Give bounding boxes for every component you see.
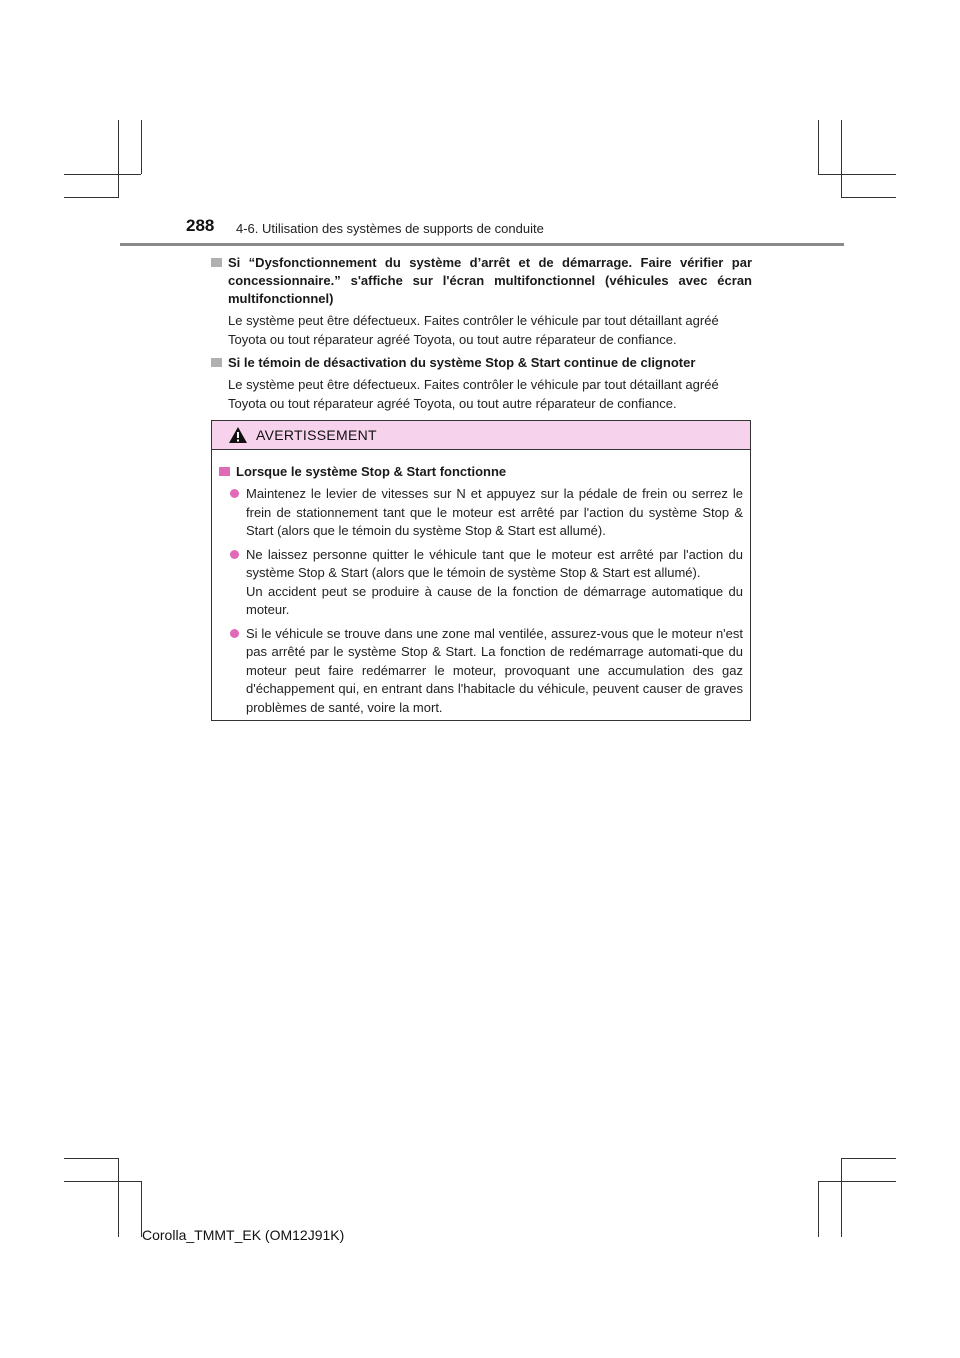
crop-mark <box>841 120 842 198</box>
warning-title: AVERTISSEMENT <box>256 427 377 443</box>
crop-mark <box>64 174 141 175</box>
crop-mark <box>841 1158 842 1237</box>
square-bullet-icon <box>211 358 222 367</box>
entry <box>211 254 752 349</box>
crop-mark <box>841 1158 896 1159</box>
warning-triangle-icon <box>228 426 248 444</box>
entry <box>211 354 752 413</box>
warning-content <box>212 450 750 717</box>
crop-mark <box>64 197 118 198</box>
warning-bullet: Maintenez le levier de vitesses sur N et appuyez sur la pédale de frein ou serrez le frein de stationnement tant que le moteur est arrêté par l'action du système Stop & Start (alors que le témoin du système Stop & Start est allumé). <box>219 485 743 541</box>
warning-header <box>212 421 750 450</box>
manual-code: Corolla_TMMT_EK (OM12J91K) <box>142 1227 345 1243</box>
crop-mark <box>841 197 896 198</box>
circle-bullet-icon <box>230 550 239 559</box>
entry-body: Le système peut être défectueux. Faites contrôler le véhicule par tout détaillant agréé Toyota ou tout réparateur agréé Toyota, ou tout autre réparateur de confiance. <box>228 313 719 347</box>
crop-mark <box>141 120 142 174</box>
page-number: 288 <box>186 216 215 235</box>
crop-mark <box>818 120 819 174</box>
crop-mark <box>64 1181 141 1182</box>
crop-mark <box>118 120 119 198</box>
main-content <box>211 254 752 418</box>
section-title: 4-6. Utilisation des systèmes de supports de conduite <box>236 221 544 236</box>
crop-mark <box>118 1158 119 1237</box>
crop-mark <box>64 1158 118 1159</box>
circle-bullet-icon <box>230 629 239 638</box>
square-bullet-icon <box>219 467 230 476</box>
warning-box <box>211 420 751 721</box>
crop-mark <box>818 1181 896 1182</box>
crop-mark <box>818 174 896 175</box>
circle-bullet-icon <box>230 489 239 498</box>
crop-mark <box>818 1181 819 1237</box>
warning-bullet: Si le véhicule se trouve dans une zone mal ventilée, assurez-vous que le moteur n'est pas arrêté par le système Stop & Start. La fonction de redémarrage automati-que du moteur peut faire redémarrer le moteur, provoquant une accumulation des gaz d'échappement qui, en entrant dans l'habitacle du véhicule, peuvent causer de graves problèmes de santé, voire la mort. <box>219 625 743 718</box>
square-bullet-icon <box>211 258 222 267</box>
entry-heading: Si le témoin de désactivation du système Stop & Start continue de clignoter <box>211 354 752 372</box>
entry-heading: Si “Dysfonctionnement du système d’arrêt et de démarrage. Faire vérifier par concessionnaire.” s'affiche sur l'écran multifonctionnel (véhicules avec écran multifonctionnel) <box>211 254 752 308</box>
entry-body: Le système peut être défectueux. Faites contrôler le véhicule par tout détaillant agréé Toyota ou tout réparateur agréé Toyota, ou tout autre réparateur de confiance. <box>228 377 719 411</box>
header-rule <box>120 243 844 246</box>
warning-bullet: Ne laissez personne quitter le véhicule tant que le moteur est arrêté par l'action du système Stop & Start (alors que le témoin de système Stop & Start est allumé). Un accident peut se produire à cause de la fonction de démarrage automatique du moteur. <box>219 546 743 620</box>
warning-heading: Lorsque le système Stop & Start fonctionne <box>219 463 743 481</box>
